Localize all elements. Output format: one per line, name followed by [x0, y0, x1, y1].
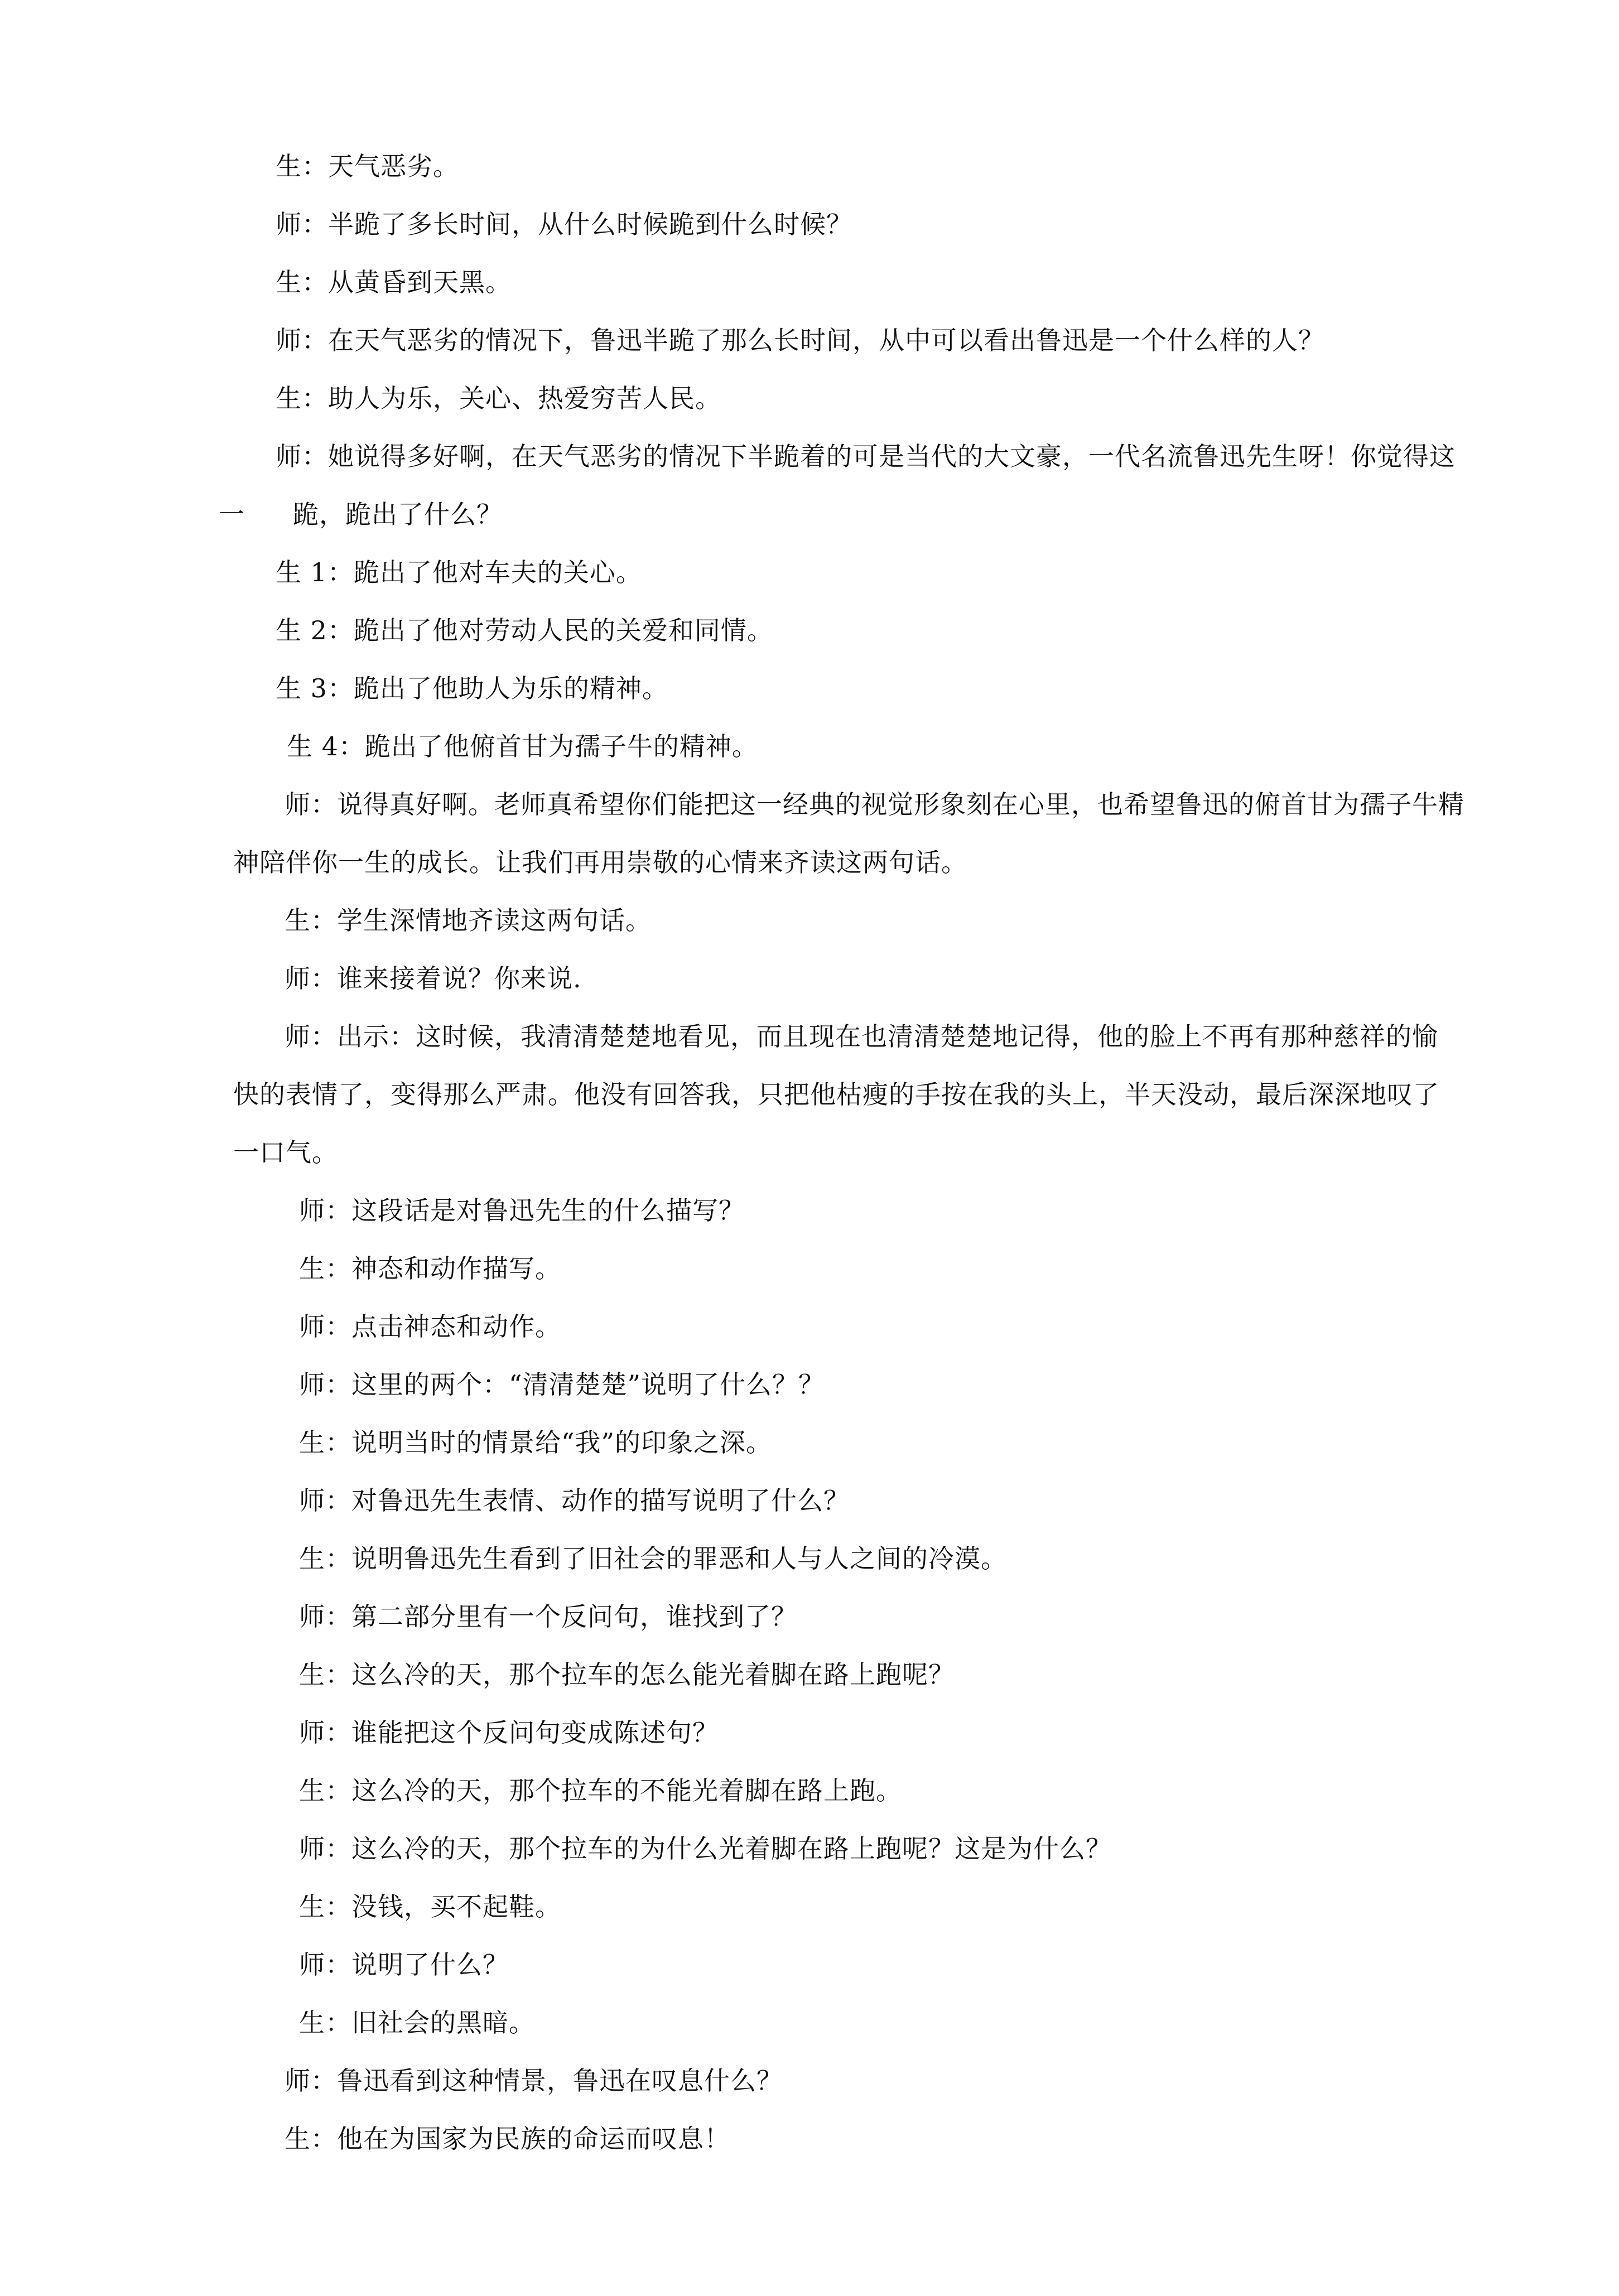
text-line: 师：出示：这时候，我清清楚楚地看见，而且现在也清清楚楚地记得，他的脸上不再有那种慈祥的愉 — [285, 1021, 1438, 1051]
text-line: 生 3：跪出了他助人为乐的精神。 — [276, 673, 668, 703]
text-line: 生：说明当时的情景给“我”的印象之深。 — [299, 1427, 773, 1458]
text-line: 师：谁来接着说？你来说. — [285, 963, 582, 993]
text-line: 生：学生深情地齐读这两句话。 — [285, 905, 652, 935]
text-line: 生：助人为乐，关心、热爱穷苦人民。 — [276, 383, 721, 413]
text-line: 生：这么冷的天，那个拉车的不能光着脚在路上跑。 — [299, 1776, 902, 1806]
text-line: 师：半跪了多长时间，从什么时候跪到什么时候？ — [276, 209, 852, 239]
text-line: 师：说明了什么？ — [299, 1950, 509, 1980]
text-line: 师：这段话是对鲁迅先生的什么描写？ — [299, 1195, 745, 1226]
text-line: 师：这么冷的天，那个拉车的为什么光着脚在路上跑呢？这是为什么？ — [299, 1834, 1112, 1864]
line-text: 跪，跪出了什么？ — [293, 499, 503, 529]
text-line: 生 1：跪出了他对车夫的关心。 — [276, 557, 642, 587]
text-line: 生：从黄昏到天黑。 — [276, 267, 512, 297]
text-line-wrapped — [219, 498, 503, 531]
text-line: 生：没钱，买不起鞋。 — [299, 1892, 561, 1922]
text-line: 师：说得真好啊。老师真希望你们能把这一经典的视觉形象刻在心里，也希望鲁迅的俯首甘为孺子牛精 — [285, 789, 1464, 819]
text-line: 一口气。 — [233, 1137, 338, 1168]
text-line: 生 4：跪出了他俯首甘为孺子牛的精神。 — [287, 731, 758, 761]
text-line: 神陪伴你一生的成长。让我们再用崇敬的心情来齐读这两句话。 — [233, 847, 967, 877]
line-prefix: 一 — [219, 499, 245, 529]
text-line: 生：天气恶劣。 — [276, 151, 459, 181]
text-line: 生：旧社会的黑暗。 — [299, 2008, 535, 2038]
text-line: 师：对鲁迅先生表情、动作的描写说明了什么？ — [299, 1485, 850, 1516]
text-line: 生 2：跪出了他对劳动人民的关爱和同情。 — [276, 615, 773, 645]
text-line: 生：他在为国家为民族的命运而叹息！ — [285, 2124, 730, 2154]
text-line: 师：点击神态和动作。 — [299, 1311, 561, 1342]
text-line: 生：说明鲁迅先生看到了旧社会的罪恶和人与人之间的冷漠。 — [299, 1543, 1007, 1574]
text-line: 师：鲁迅看到这种情景，鲁迅在叹息什么？ — [285, 2066, 783, 2096]
text-line: 生：这么冷的天，那个拉车的怎么能光着脚在路上跑呢？ — [299, 1660, 955, 1690]
text-line: 师：谁能把这个反问句变成陈述句？ — [299, 1718, 719, 1748]
text-line: 师：这里的两个：“清清楚楚”说明了什么？？ — [299, 1369, 825, 1400]
text-line: 生：神态和动作描写。 — [299, 1253, 561, 1284]
text-line: 师：在天气恶劣的情况下，鲁迅半跪了那么长时间，从中可以看出鲁迅是一个什么样的人？ — [276, 325, 1324, 355]
text-line: 师：她说得多好啊，在天气恶劣的情况下半跪着的可是当代的大文豪，一代名流鲁迅先生呀！你觉得这 — [276, 441, 1456, 471]
text-line: 快的表情了，变得那么严肃。他没有回答我，只把他枯瘦的手按在我的头上，半天没动，最后深深地叹了 — [233, 1079, 1439, 1110]
text-line: 师：第二部分里有一个反问句，谁找到了？ — [299, 1602, 797, 1632]
